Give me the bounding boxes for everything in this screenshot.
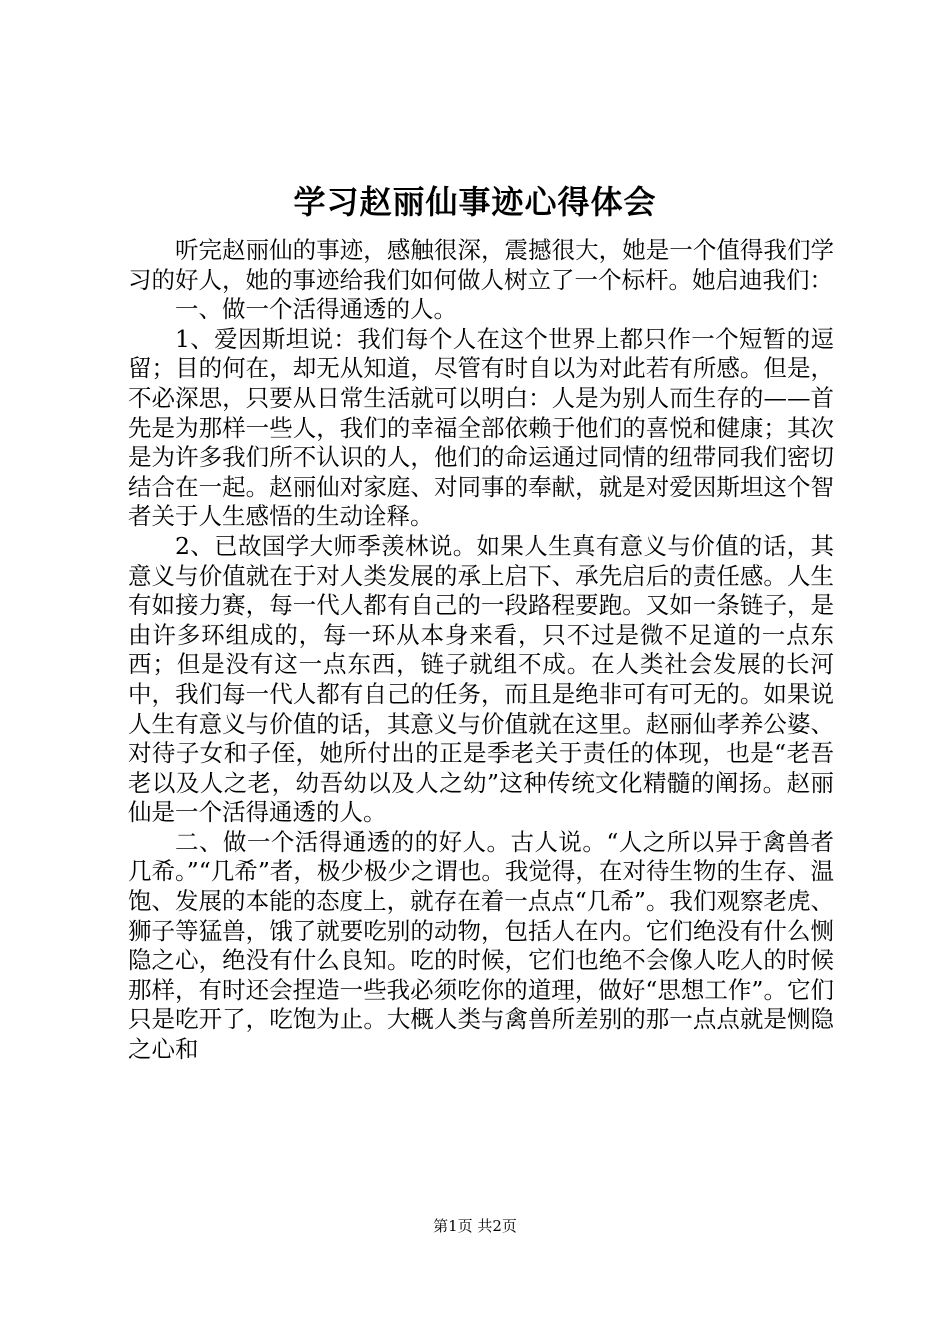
document-title: 学习赵丽仙事迹心得体会 — [293, 183, 657, 221]
document-body — [128, 236, 834, 1065]
paragraph: 一、做一个活得通透的人。 — [175, 295, 457, 324]
paragraph: 二、做一个活得通透的的好人。古人说。“人之所以异于禽兽者几希。”“几希”者，极少极少之谓也。我觉得，在对待生物的生存、温饱、发展的本能的态度上，就存在着一点点“几希”。我们观察老虎、狮子等猛兽，饿了就要吃别的动物，包括人在内。它们绝没有什么恻隐之心，绝没有什么良知。吃的时候，它们也绝不会像人吃人的时候那样，有时还会捏造一些我必须吃你的道理，做好“思想工作”。它们只是吃开了，吃饱为止。大概人类与禽兽所差别的那一点点就是恻隐之心和 — [128, 827, 834, 1064]
paragraph: 2、已故国学大师季羡林说。如果人生真有意义与价值的话，其意义与价值就在于对人类发展的承上启下、承先启后的责任感。人生有如接力赛，每一代人都有自己的一段路程要跑。又如一条链子，是由许多环组成的，每一环从本身来看，只不过是微不足道的一点东西；但是没有这一点东西，链子就组不成。在人类社会发展的长河中，我们每一代人都有自己的任务，而且是绝非可有可无的。如果说人生有意义与价值的话，其意义与价值就在这里。赵丽仙孝养公婆、对待子女和子侄，她所付出的正是季老关于责任的体现，也是“老吾老以及人之老，幼吾幼以及人之幼”这种传统文化精髓的阐扬。赵丽仙是一个活得通透的人。 — [128, 531, 834, 827]
page-number-footer: 第1页 共2页 — [433, 1217, 517, 1235]
paragraph: 1、爱因斯坦说：我们每个人在这个世界上都只作一个短暂的逗留；目的何在，却无从知道，尽管有时自以为对此若有所感。但是，不必深思，只要从日常生活就可以明白：人是为别人而生存的——首先是为那样一些人，我们的幸福全部依赖于他们的喜悦和健康；其次是为许多我们所不认识的人，他们的命运通过同情的纽带同我们密切结合在一起。赵丽仙对家庭、对同事的奉献，就是对爱因斯坦这个智者关于人生感悟的生动诠释。 — [128, 324, 834, 531]
paragraph: 听完赵丽仙的事迹，感触很深，震撼很大，她是一个值得我们学习的好人，她的事迹给我们如何做人树立了一个标杆。她启迪我们： — [128, 236, 834, 294]
